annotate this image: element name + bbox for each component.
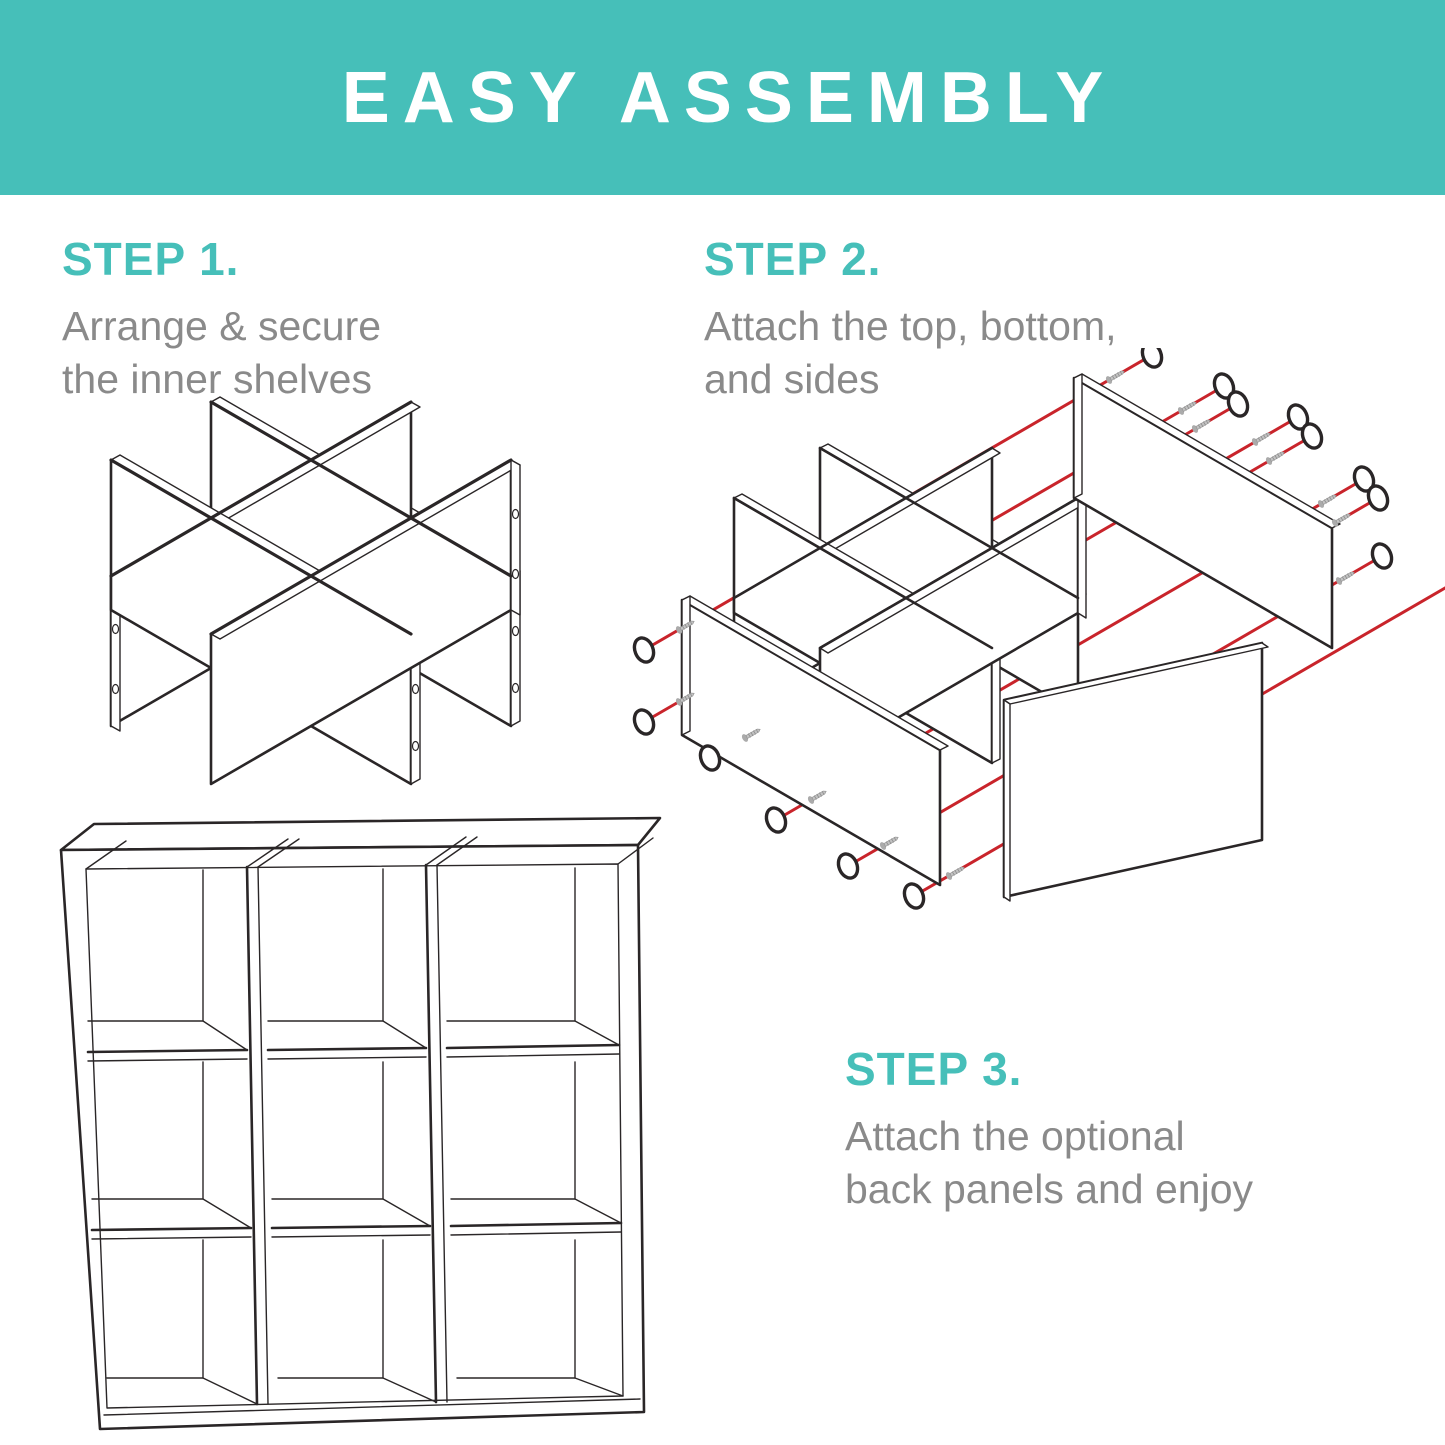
step-1-label: STEP 1. — [62, 233, 240, 285]
exploded-assembly-diagram — [604, 348, 1445, 910]
cam-lock-ring-icon — [631, 635, 657, 665]
step-3-description-line-1: Attach the optional — [845, 1113, 1185, 1159]
step-1-description-line-2: the inner shelves — [62, 356, 372, 402]
step-3-section — [845, 1042, 1253, 1216]
cam-lock-ring-icon — [835, 851, 861, 881]
inner-shelves-diagram — [76, 394, 568, 786]
cam-lock-ring-icon — [901, 881, 927, 910]
cam-lock-ring-icon — [763, 805, 789, 835]
step-1-section — [62, 232, 381, 406]
cam-lock-ring-icon — [1369, 541, 1395, 571]
step-2-label: STEP 2. — [704, 233, 882, 285]
assembled-shelf-unit-diagram — [48, 812, 682, 1444]
banner-title: EASY ASSEMBLY — [341, 57, 1117, 138]
shelf-unit — [61, 818, 660, 1429]
cam-lock-ring-icon — [1139, 348, 1165, 370]
step-3-description-line-2: back panels and enjoy — [845, 1166, 1254, 1212]
banner — [0, 0, 1445, 195]
cam-lock-ring-icon — [631, 707, 657, 737]
step-2-description-line-2: and sides — [704, 356, 880, 402]
step-3-label: STEP 3. — [845, 1043, 1023, 1095]
step-2-description-line-1: Attach the top, bottom, — [704, 303, 1117, 349]
step-1-description-line-1: Arrange & secure — [62, 303, 382, 349]
